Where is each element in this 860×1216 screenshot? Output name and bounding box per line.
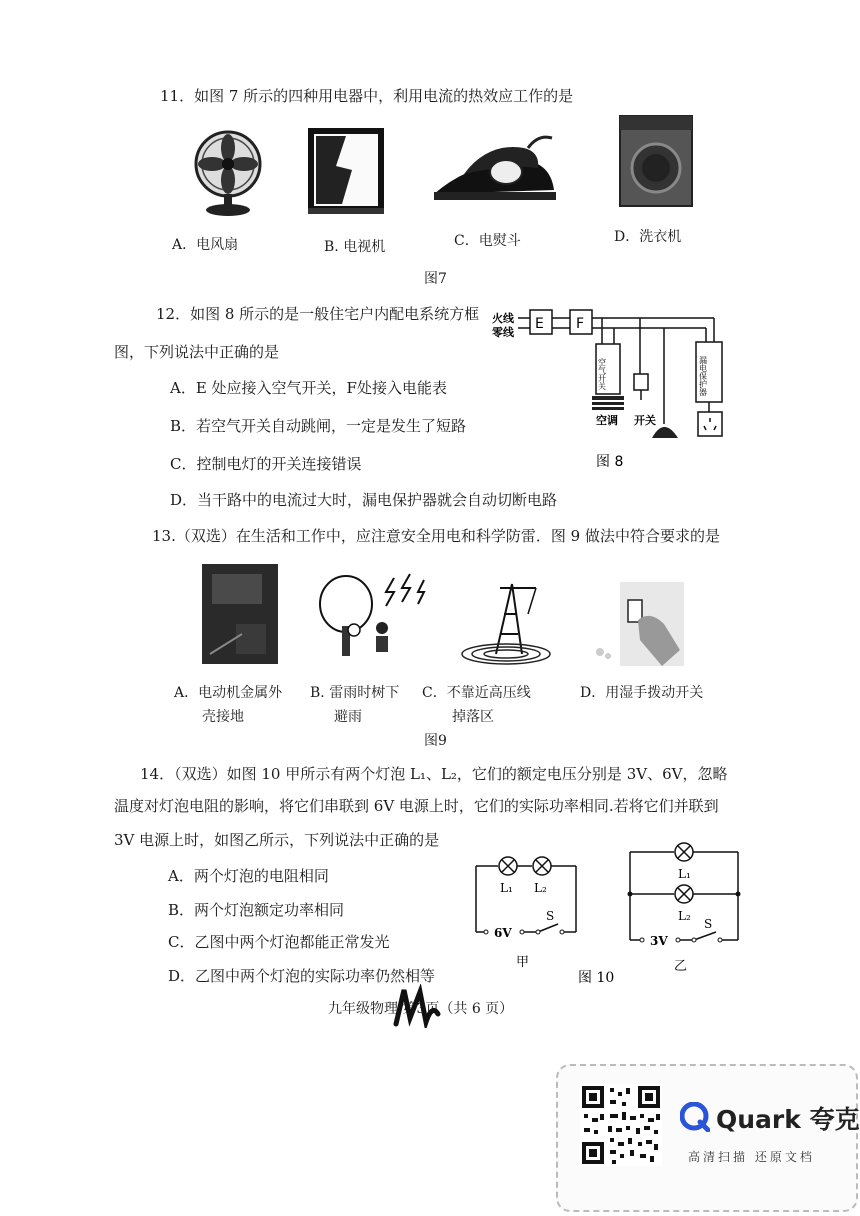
q13-option-c-line2: 掉落区 bbox=[452, 709, 494, 725]
live-wire-label: 火线 bbox=[492, 312, 514, 325]
switch-label: 开关 bbox=[634, 414, 656, 427]
quark-scan-watermark bbox=[556, 1064, 858, 1212]
q12-option-a: A．E 处应接入空气开关，F处接入电能表 bbox=[170, 379, 447, 397]
motor-grounding-photo bbox=[202, 564, 278, 664]
quark-tagline: 高清扫描 还原文档 bbox=[688, 1150, 815, 1164]
television-icon bbox=[306, 126, 386, 216]
q11-option-d: D．洗衣机 bbox=[614, 229, 682, 245]
jia-switch-label: S bbox=[546, 909, 555, 923]
q12-option-b: B．若空气开关自动跳闸，一定是发生了短路 bbox=[170, 417, 467, 435]
tree-thunderstorm-icon bbox=[314, 570, 434, 664]
handwritten-mark bbox=[392, 984, 442, 1028]
yi-name-label: 乙 bbox=[674, 959, 688, 974]
quark-brand: Quark 夸克 bbox=[716, 1105, 860, 1134]
lamp-icon bbox=[652, 427, 678, 438]
q14-option-b: B．两个灯泡额定功率相同 bbox=[168, 901, 345, 919]
q14-option-c: C．乙图中两个灯泡都能正常发光 bbox=[168, 933, 390, 951]
jia-l2-label: L₂ bbox=[534, 881, 547, 895]
footer-page-suffix: 页（共 6 页） bbox=[425, 1001, 514, 1017]
q11-stem: 11．如图 7 所示的四种用电器中，利用电流的热效应工作的是 bbox=[160, 87, 574, 105]
q13-option-b-line2: 避雨 bbox=[334, 709, 362, 725]
footer-page-number: 3 bbox=[416, 1001, 426, 1017]
yi-voltage-label: 3V bbox=[650, 934, 668, 948]
ac-label: 空调 bbox=[596, 414, 618, 427]
q11-caption: 图7 bbox=[424, 271, 447, 287]
q11-option-a: A．电风扇 bbox=[172, 237, 239, 253]
footer-subject: 九年级物理 bbox=[328, 1001, 398, 1017]
washing-machine-icon bbox=[618, 114, 694, 208]
electric-fan-icon bbox=[190, 128, 266, 218]
q14-option-a: A．两个灯泡的电阻相同 bbox=[168, 867, 329, 885]
figure-8-wiring-diagram bbox=[488, 304, 738, 474]
leakage-protector-label: 漏电保护器 bbox=[698, 356, 708, 396]
q13-option-a-line2: 壳接地 bbox=[202, 709, 244, 725]
q13-option-c-line1: C．不靠近高压线 bbox=[422, 685, 531, 701]
quark-logo-icon bbox=[680, 1102, 710, 1132]
q13-stem: 13.（双选）在生活和工作中，应注意安全用电和科学防雷．图 9 做法中符合要求的是 bbox=[152, 527, 720, 545]
qr-code-icon bbox=[580, 1084, 662, 1166]
figure-8-caption: 图 8 bbox=[596, 454, 624, 470]
q12-option-c: C．控制电灯的开关连接错误 bbox=[170, 455, 362, 473]
q14-stem-line2: 温度对灯泡电阻的影响，将它们串联到 6V 电源上时，它们的实际功率相同.若将它们并联到 bbox=[114, 797, 719, 815]
yi-l2-label: L₂ bbox=[678, 909, 691, 923]
wet-hand-switch-icon bbox=[590, 580, 686, 670]
q13-caption: 图9 bbox=[424, 733, 447, 749]
air-conditioner-icon bbox=[592, 396, 624, 410]
q13-option-a-line1: A．电动机金属外 bbox=[174, 685, 283, 701]
jia-name-label: 甲 bbox=[516, 955, 530, 970]
footer-page-prefix: 第 bbox=[402, 1001, 417, 1017]
q11-option-c: C．电熨斗 bbox=[454, 233, 521, 249]
jia-voltage-label: 6V bbox=[494, 926, 512, 940]
q14-stem-line1: 14．（双选）如图 10 甲所示有两个灯泡 L₁、L₂，它们的额定电压分别是 3V、6V，忽略 bbox=[140, 765, 728, 783]
high-voltage-tower-icon bbox=[456, 574, 556, 668]
q13-option-b-line1: B. 雷雨时树下 bbox=[310, 685, 400, 701]
yi-switch-label: S bbox=[704, 917, 713, 931]
air-switch-label: 空气开关 bbox=[597, 358, 607, 390]
q13-option-d-line1: D．用湿手拨动开关 bbox=[580, 685, 704, 701]
q14-option-d: D．乙图中两个灯泡的实际功率仍然相等 bbox=[168, 967, 436, 985]
q11-option-b: B. 电视机 bbox=[324, 239, 386, 255]
figure-10-caption: 图 10 bbox=[578, 970, 615, 986]
q12-stem-line1: 12．如图 8 所示的是一般住宅户内配电系统方框 bbox=[156, 305, 480, 323]
q12-stem-line2: 图，下列说法中正确的是 bbox=[114, 343, 280, 361]
q14-stem-line3: 3V 电源上时，如图乙所示，下列说法中正确的是 bbox=[114, 831, 440, 849]
electric-iron-icon bbox=[428, 124, 558, 210]
box-f-label: F bbox=[576, 316, 585, 332]
box-e-label: E bbox=[535, 316, 544, 332]
neutral-wire-label: 零线 bbox=[492, 326, 514, 339]
q12-option-d: D．当干路中的电流过大时，漏电保护器就会自动切断电路 bbox=[170, 491, 558, 509]
figure-10-circuits bbox=[466, 842, 756, 986]
jia-l1-label: L₁ bbox=[500, 881, 513, 895]
yi-l1-label: L₁ bbox=[678, 867, 691, 881]
